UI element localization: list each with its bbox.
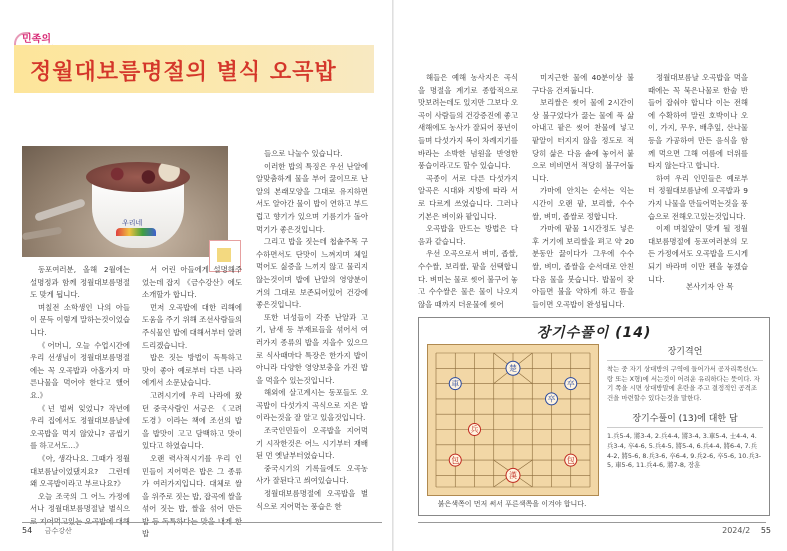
janggi-answers-text: 1.兵5-4, 將3-4, 2.兵4-4, 將3-4, 3.車5-4, 士4-4, 4.兵3-4, 卒4-6, 5.兵4-5, 將5-4, 6.兵4-4, 將6-4, 7.兵4-2, 將5-6, 8.兵3-6, 卒6-4, 9.兵2-6, 卒5-6, 10.兵3-5, 車5-6, 11.兵4-6, 將7-8, 장훈 bbox=[607, 432, 762, 470]
paragraph: 정월대보름날 오곡밥을 먹을 때에는 꼭 묵은나물로 한술 반들어 잡숴야 합니다 이는 전해에 수확하여 말린 호박이나 오이, 가지, 무우, 배추잎, 산나물 등을 가공하여 만든 음식을 함께 먹으면 그해 여름에 더위를 타지 않는다고 합니다. bbox=[648, 73, 748, 171]
article-title: 정월대보름명절의 별식 오곡밥 bbox=[30, 59, 337, 85]
page-spine bbox=[392, 0, 394, 551]
paragraph: 중국시기의 기록들에도 오곡농사가 잘된다고 씌여있습니다. bbox=[256, 463, 368, 486]
bowl-label: 우리네 bbox=[122, 219, 143, 227]
paragraph: 오랜 력사적시기를 우리 인민들이 지어먹은 밥은 그 종류가 여러가지입니다. 대체로 쌀을 위주로 짓는 밥, 잡곡에 쌀을 섞어 짓는 밥, 쌀을 섞어 만든 밥 bbox=[142, 453, 242, 539]
paragraph: 오늘 조국의 그 어느 가정에서나 정월대보름명절날 별식으 bbox=[30, 491, 130, 514]
byline: 본사기자 안 목 bbox=[686, 282, 734, 291]
column-6 bbox=[648, 72, 748, 286]
magazine-name: 금수강산 bbox=[44, 527, 72, 535]
paragraph: 《아, 생각나요. 그때가 정월대보름날이었댔지요? 그런데 왜 오곡밥이라고 부르나요?》 bbox=[30, 453, 130, 489]
title-banner bbox=[14, 45, 374, 93]
section-tag-line1: 민족의 bbox=[22, 34, 51, 45]
paragraph: 가마에 팥물 1시간정도 넣은 후 거기에 보리쌀을 펴고 약 20분동안 끓이다가 그우에 수수쌀, 벼미, 좁쌀을 순서대로 안친 다음 물을 붓습니다. 밥물이 잦아들면 불을 약하게 하고 뜸을 들이면 오곡밥이 완성됩니다. bbox=[532, 224, 634, 309]
rice-shape bbox=[86, 162, 190, 192]
paragraph: 밥은 짓는 방법이 독특하고 맛이 좋아 예로부터 다른 나라에게서 소문났습니다. bbox=[142, 353, 242, 388]
janggi-caption: 붉은색쪽이 먼저 써서 푸른색쪽을 이겨야 합니다. bbox=[437, 500, 587, 508]
issue-date: 2024/2 bbox=[722, 526, 751, 535]
janggi-answers-heading: 장기수풀이 (13)에 대한 답 bbox=[607, 411, 763, 428]
janggi-board bbox=[427, 344, 599, 496]
left-page bbox=[0, 0, 393, 551]
janggi-piece-blue-label: 車 bbox=[451, 379, 460, 389]
paragraph: 미지근한 물에 40분이상 불구다음 건져둡니다. bbox=[532, 73, 634, 95]
spoon-shape-2 bbox=[22, 227, 62, 241]
ogokbap-photo bbox=[22, 146, 228, 257]
paragraph: 먼저 오곡밥에 대한 리해에 도움을 주기 위해 조선사람들의 주식물인 밥에 대해서부터 알려드리겠습니다. bbox=[142, 302, 242, 350]
paragraph: 우선 오곡으로서 벼미, 좁쌀, 수수쌀, 보리쌀, 팥을 선택합니다. 벼미는 물로 씻어 불구어 놓고 수수쌀은 물은 물이 나오지 않을 때까지 더운물에 씻어 bbox=[418, 249, 518, 309]
footer-left bbox=[22, 526, 72, 536]
paragraph: 《어머니, 오늘 수업시간에 우리 선생님이 정월대보름명절에는 꼭 오곡밥과 아홉가지 마른나물을 먹어야 한다고 했어요.》 bbox=[30, 340, 130, 400]
column-2 bbox=[142, 264, 242, 541]
paragraph: 곡종이 서로 다른 다섯가지 알곡은 시대와 지방에 따라 서로 다르게 쓰였습니다. 그러나 기본은 벼이와 팥입니다. bbox=[418, 173, 518, 221]
janggi-piece-red-label: 包 bbox=[451, 455, 460, 465]
decorative-square-inner bbox=[217, 248, 231, 262]
footer-right bbox=[722, 526, 771, 535]
page-number-right: 55 bbox=[760, 526, 771, 535]
paragraph: 그리고 밥을 짓는데 첩솥주목 구수하면서도 단맛이 느껴지며 체일 먹어도 싫증을 느끼지 않고 물리지 않는것이며 밥에 난알의 영양분이 거의 그대로 보존되어있어 건강에 좋은것입니다. bbox=[256, 237, 368, 310]
janggi-piece-red-label: 包 bbox=[566, 455, 575, 465]
janggi-piece-red-label: 漢 bbox=[509, 471, 517, 481]
column-1 bbox=[30, 264, 130, 528]
janggi-piece-blue-label: 卒 bbox=[566, 379, 575, 389]
paragraph: 이러한 밥의 특징은 우선 난알에 알맞춤하게 물을 부어 끓이므로 난알의 본래모양을 그대로 유지하면서도 알아간 물이 밥이 연하고 부드럽고 향기가 있으며 기름기가 돌아 먹기가 좋은것입니다. bbox=[256, 161, 368, 234]
paragraph: 이제 며칠앞이 맞게 될 정월대보름명절에 동포여러분의 모든 가정에서도 오곡밥을 드시게 되기 바라며 이만 펜을 놓겠습니다. bbox=[648, 224, 748, 284]
janggi-proverb-text: 착는 중 자기 상대방의 구역에 들어가서 공자리쪽선(노랑 또는 X형)에 서는것이 어려운 유리하다는 뜻이다. 자기 쪽을 시면 상대방말에 혼란을 주고 결정적인 공격조건을 마련할수 있다는것을 말한다. bbox=[607, 365, 760, 402]
janggi-proverb-heading: 장기격언 bbox=[607, 344, 763, 361]
paragraph: 조국인민들이 오곡밥을 지어먹기 시작한것은 어느 시기부터 재배된 먼 옛날부터였습니다. bbox=[256, 426, 368, 461]
janggi-board-grid bbox=[428, 345, 598, 495]
paragraph: 서 어린 아들에게 설명해주었는데 잡지 《금수강산》에도 소개할가 합니다. bbox=[142, 265, 242, 300]
janggi-puzzle-box bbox=[418, 317, 770, 516]
footer-rule bbox=[418, 522, 766, 523]
paragraph: 오곡밥을 만드는 방법은 다음과 같습니다. bbox=[418, 224, 518, 246]
janggi-title: 장기수풀이 (14) bbox=[536, 325, 652, 341]
paragraph: 《넌 벌써 잊었니? 작년에 우리 집에서도 정월대보름날에 오곡밥을 먹지 않았니? 곰씹기를 하고서도…》 bbox=[30, 403, 130, 451]
paragraph: 해외에 살고계시는 동포들도 오곡밥이 다섯가지 곡식으로 지은 밥이라는것을 잘 알고 있을것입니다. bbox=[256, 388, 368, 423]
column-4 bbox=[418, 72, 518, 311]
footer-rule bbox=[22, 522, 382, 523]
paragraph: 하여 우리 인민들은 예로부터 정월대보름날에 오곡밥과 9가지 나물을 만들어먹는것을 풍습으로 전해오고있는것입니다. bbox=[648, 173, 748, 221]
paragraph: 들으로 나눌수 있습니다. bbox=[264, 149, 343, 158]
janggi-piece-blue-label: 卒 bbox=[547, 394, 556, 404]
janggi-piece-red-label: 兵 bbox=[470, 425, 479, 435]
page-number-left: 54 bbox=[22, 526, 33, 535]
paragraph: 보리쌀은 씻어 물에 2시간이상 불구었다가 끓는 물에 푹 삶아내고 팥은 씻어 찬물에 넣고 팥알이 터지지 않을 정도로 적당히 삶은 다음 솥에 놓어서 붙으로 비비면서 적당히 불구어둡니다. bbox=[532, 98, 634, 183]
janggi-piece-blue-label: 楚 bbox=[509, 364, 517, 373]
paragraph: 가마에 안치는 순서는 익는 시간이 오랜 팥, 보리쌀, 수수쌀, 벼미, 좁쌀로 정합니다. bbox=[532, 186, 634, 221]
paragraph: 며칠전 소학생인 나의 아들이 문득 이렇게 말하는것이었습니다. bbox=[30, 302, 130, 337]
paragraph: 해들은 예해 농사지은 곡식을 명절을 계기로 종합적으로 맛보려는데도 있지만 그보다 오곡이 사람들의 건강증진에 좋고 새해에도 농사가 잘되어 풍년이 들며 다섯가지 복이 차례지기를 바라는 소박한 념원을 반영한 풍습이라고도 할수 있습니다. bbox=[418, 73, 518, 171]
paragraph: 정월대보름명절에 오곡밥을 별식으로 지어먹는 풍습은 한 bbox=[256, 489, 368, 511]
paragraph: 고려시기에 우리 나라에 왔던 중국사람인 서긍은 《고려도경》이라는 책에 조선의 밥을 밥맛이 고고 담백하고 맛이 있다고 하였습니다. bbox=[142, 390, 242, 451]
column-3 bbox=[256, 148, 368, 513]
column-5 bbox=[532, 72, 634, 311]
spoon-shape bbox=[34, 198, 86, 222]
paragraph: 또한 녀성들이 각종 난알과 고기, 남새 등 부재료들을 섞어서 여러가지 종류의 밥을 지을수 있으므로 식사때마다 특장은 한가지 밥이 아니라 다양한 영양보충을 가진 밥을 먹을수 있는것입니다. bbox=[256, 312, 368, 385]
janggi-sidebar bbox=[607, 344, 763, 471]
bowl-rainbow-logo bbox=[116, 228, 156, 236]
paragraph: 동포여러분, 올해 2월에는 설명정과 함께 정월대보름명절도 맞게 됩니다. bbox=[30, 265, 130, 300]
